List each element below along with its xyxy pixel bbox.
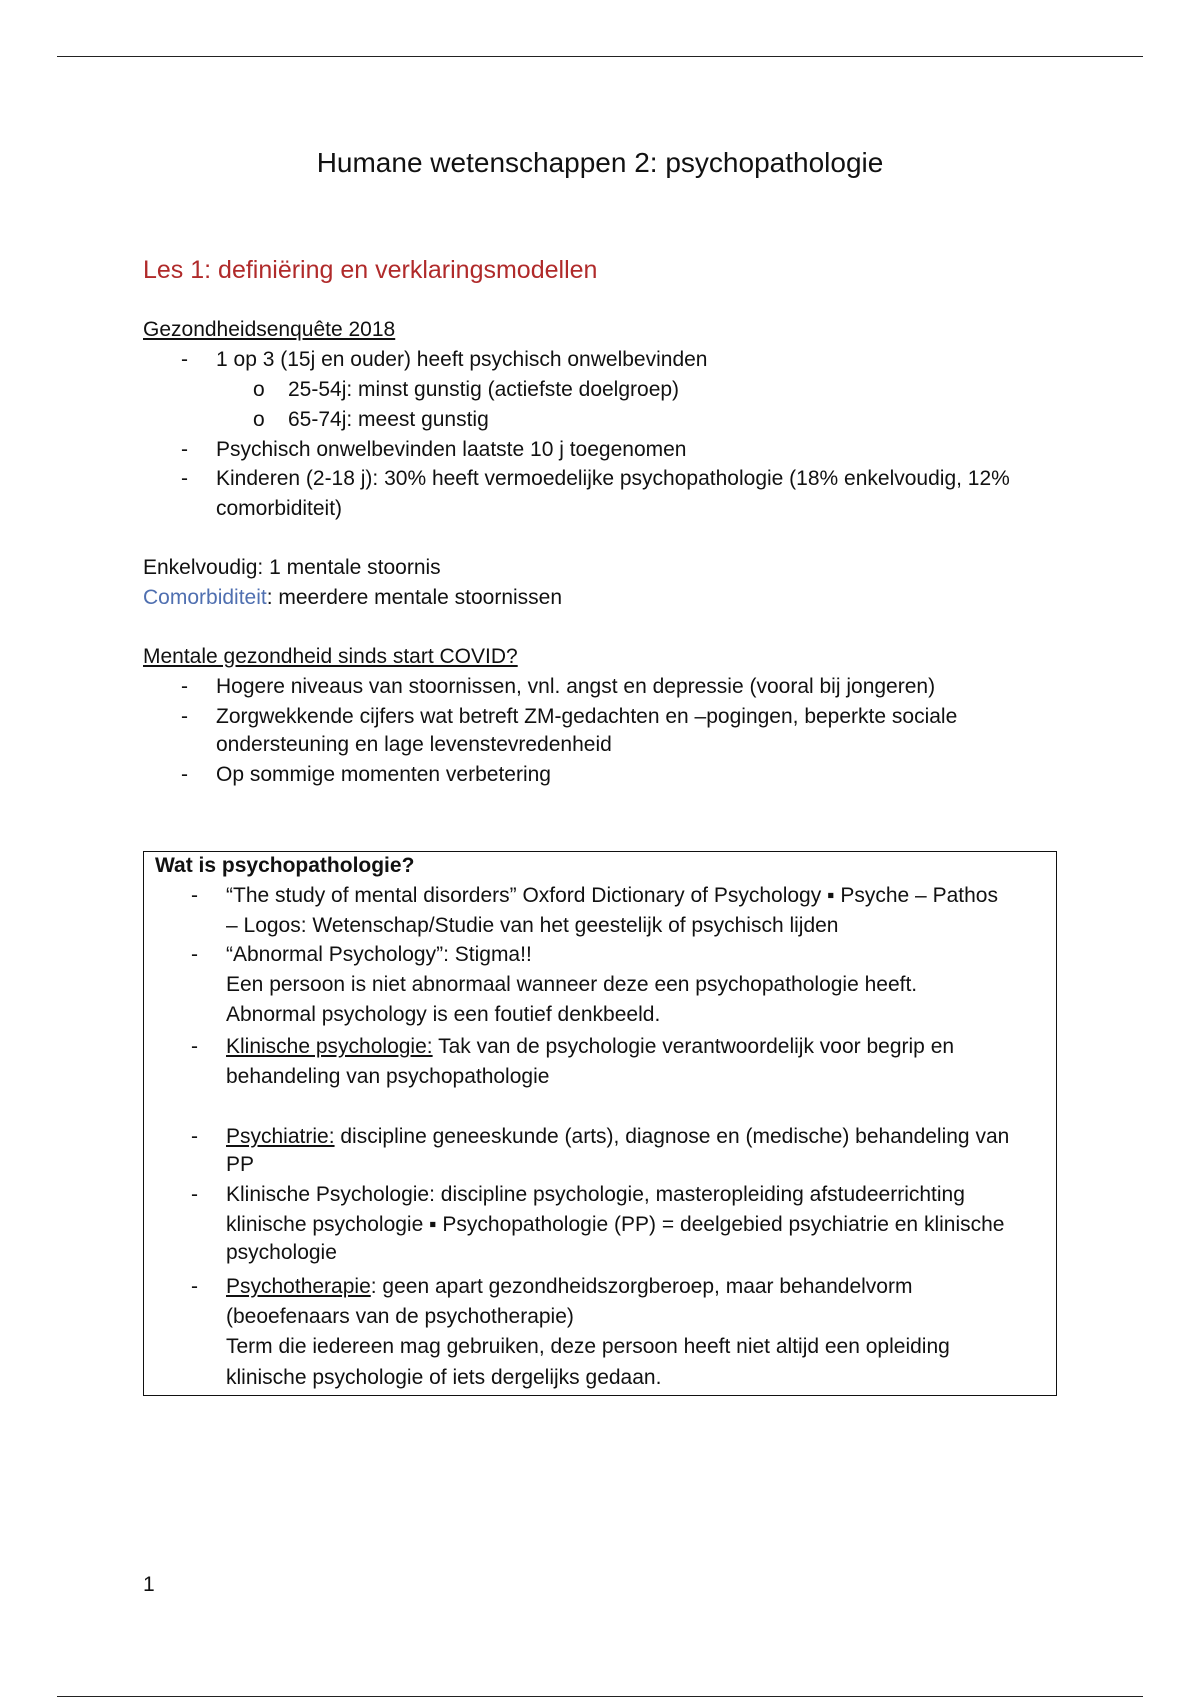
bullet-marker: - bbox=[191, 1183, 198, 1206]
section-title: Les 1: definiëring en verklaringsmodellen bbox=[143, 256, 598, 284]
bullet-marker: - bbox=[181, 763, 188, 786]
term-klinische-psychologie: Klinische psychologie: bbox=[226, 1035, 433, 1058]
box-item-5-line-1: Klinische Psychologie: discipline psychologie, masteropleiding afstudeerrichting bbox=[226, 1183, 965, 1206]
box-item-6-line-3: Term die iedereen mag gebruiken, deze persoon heeft niet altijd een opleiding bbox=[226, 1335, 950, 1358]
bullet-marker: - bbox=[191, 1275, 198, 1298]
bullet-marker: - bbox=[181, 705, 188, 728]
document-title: Humane wetenschappen 2: psychopathologie bbox=[316, 147, 884, 178]
term-psychiatrie: Psychiatrie: bbox=[226, 1125, 335, 1148]
covid-item-1: Hogere niveaus van stoornissen, vnl. angst en depressie (vooral bij jongeren) bbox=[216, 675, 936, 698]
survey-heading: Gezondheidsenquête 2018 bbox=[143, 318, 396, 341]
box-item-4-line-2: PP bbox=[226, 1153, 255, 1176]
covid-heading: Mentale gezondheid sinds start COVID? bbox=[143, 645, 518, 668]
box-item-6-line-2: (beoefenaars van de psychotherapie) bbox=[226, 1305, 574, 1328]
box-item-4-line-1 bbox=[226, 1122, 1009, 1152]
box-item-1-line-2: – Logos: Wetenschap/Studie van het geestelijk of psychisch lijden bbox=[226, 914, 839, 937]
box-heading: Wat is psychopathologie? bbox=[155, 854, 415, 877]
bullet-marker: - bbox=[191, 1125, 198, 1148]
bullet-marker: - bbox=[181, 438, 188, 461]
box-item-1-line-1: “The study of mental disorders” Oxford Dictionary of Psychology ▪ Psyche – Pathos bbox=[226, 884, 998, 907]
covid-item-2-line-2: ondersteuning en lage levenstevredenheid bbox=[216, 733, 612, 756]
comorbiditeit-link[interactable]: Comorbiditeit bbox=[143, 586, 267, 609]
bullet-marker: - bbox=[191, 884, 198, 907]
survey-item-1: 1 op 3 (15j en ouder) heeft psychisch onwelbevinden bbox=[216, 348, 708, 371]
box-item-5-line-3: psychologie bbox=[226, 1241, 337, 1264]
term-psychotherapie: Psychotherapie bbox=[226, 1275, 371, 1298]
box-item-5-line-2: klinische psychologie ▪ Psychopathologie (PP) = deelgebied psychiatrie en klinische bbox=[226, 1213, 1005, 1236]
box-item-3-line-1 bbox=[226, 1032, 954, 1062]
covid-item-2-line-1: Zorgwekkende cijfers wat betreft ZM-gedachten en –pogingen, beperkte sociale bbox=[216, 705, 958, 728]
survey-sub-item-2: 65-74j: meest gunstig bbox=[288, 408, 489, 431]
box-item-6-text: : geen apart gezondheidszorgberoep, maar behandelvorm bbox=[370, 1275, 913, 1298]
bullet-marker: - bbox=[191, 1035, 198, 1058]
sub-bullet-marker: o bbox=[253, 378, 265, 401]
survey-item-3-line-1: Kinderen (2-18 j): 30% heeft vermoedelijke psychopathologie (18% enkelvoudig, 12% bbox=[216, 467, 1010, 490]
box-item-3-text: Tak van de psychologie verantwoordelijk voor begrip en bbox=[432, 1035, 955, 1058]
definition-enkelvoudig: Enkelvoudig: 1 mentale stoornis bbox=[143, 556, 441, 579]
bullet-marker: - bbox=[181, 348, 188, 371]
survey-sub-item-1: 25-54j: minst gunstig (actiefste doelgroep) bbox=[288, 378, 680, 401]
box-item-2-line-2: Een persoon is niet abnormaal wanneer deze een psychopathologie heeft. bbox=[226, 973, 918, 996]
box-item-6-line-1 bbox=[226, 1272, 912, 1302]
survey-item-3-line-2: comorbiditeit) bbox=[216, 497, 343, 520]
comorbiditeit-text: : meerdere mentale stoornissen bbox=[266, 586, 563, 609]
sub-bullet-marker: o bbox=[253, 408, 265, 431]
covid-item-3: Op sommige momenten verbetering bbox=[216, 763, 551, 786]
box-item-3-line-2: behandeling van psychopathologie bbox=[226, 1065, 550, 1088]
box-item-2-line-3: Abnormal psychology is een foutief denkbeeld. bbox=[226, 1003, 661, 1026]
bullet-marker: - bbox=[191, 943, 198, 966]
bullet-marker: - bbox=[181, 467, 188, 490]
survey-item-2: Psychisch onwelbevinden laatste 10 j toegenomen bbox=[216, 438, 687, 461]
box-item-6-line-4: klinische psychologie of iets dergelijks gedaan. bbox=[226, 1366, 662, 1389]
box-item-2-line-1: “Abnormal Psychology”: Stigma!! bbox=[226, 943, 532, 966]
footer-rule bbox=[57, 1696, 1143, 1697]
definition-comorbiditeit bbox=[143, 583, 562, 613]
page-number: 1 bbox=[143, 1573, 155, 1596]
bullet-marker: - bbox=[181, 675, 188, 698]
box-item-4-text: discipline geneeskunde (arts), diagnose en (medische) behandeling van bbox=[334, 1125, 1010, 1148]
header-rule bbox=[57, 56, 1143, 57]
